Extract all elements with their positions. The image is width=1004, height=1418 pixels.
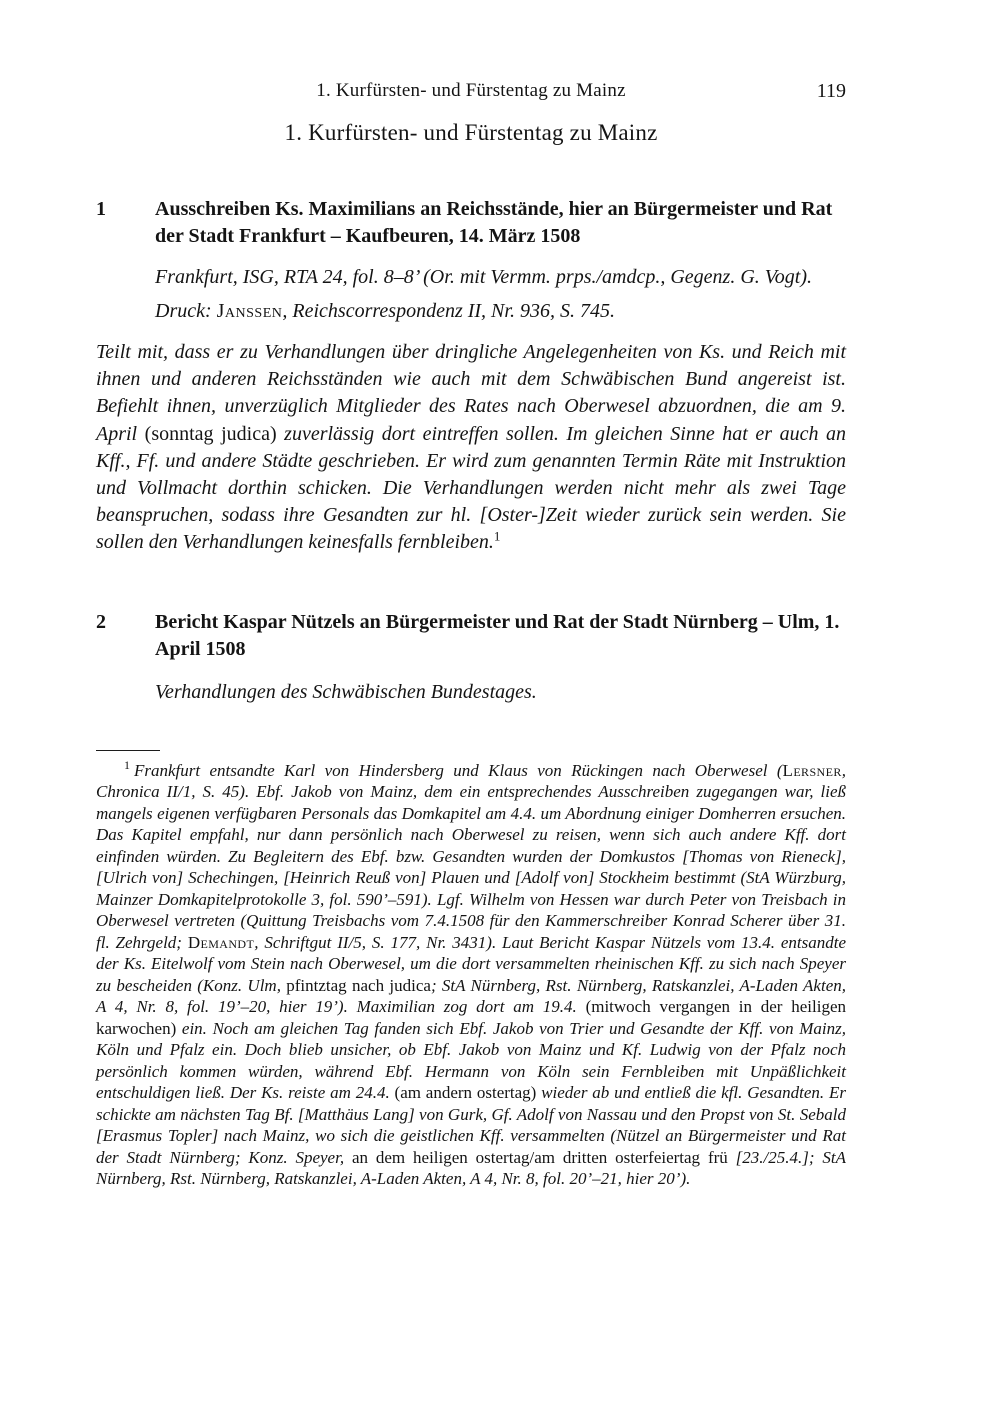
print-reference-rest: , Reichscorrespondenz II, Nr. 936, S. 745.	[282, 300, 615, 322]
entry-1-heading: Ausschreiben Ks. Maximilians an Reichsstände, hier an Bürgermeister und Rat der Stadt Frankfurt – Kaufbeuren, 14. März 1508	[155, 198, 833, 247]
page-number: 119	[816, 80, 846, 102]
running-head	[96, 80, 846, 104]
print-reference-author: Janssen	[216, 300, 283, 322]
footnote-seg-7-quote: (mitwoch vergangen in der heiligen karwochen)	[96, 997, 846, 1038]
footnote-seg-11-quote: an dem heiligen ostertag/am dritten osterfeiertag frü	[351, 1147, 728, 1167]
archive-reference: Frankfurt, ISG, RTA 24, fol. 8–8’ (Or. mit Vermm. prps./amdcp., Gegenz. G. Vogt).	[155, 266, 813, 288]
print-reference	[155, 298, 846, 325]
entry-2-heading: Bericht Kaspar Nützels an Bürgermeister und Rat der Stadt Nürnberg – Ulm, 1. April 1508	[155, 610, 840, 660]
footnote-seg-8: ein. Noch am gleichen Tag fanden sich Ebf. Jakob von Trier und Gesandte der Kff. von Mainz, Köln und Pfalz ein. Doch blieb unsicher, ob Ebf. Jakob von Mainz und Kf. Ludwig von der Pfalz noch persönlich kommen würden, während Ebf. Hermann von Köln sein Fernbleiben mit Unpäßlichkeit entschuldigen ließ. Der Ks. reiste am 24.4.	[96, 1018, 846, 1103]
footnote-seg-4: , Schriftgut II/5, S. 177, Nr. 3431). Laut Bericht Kaspar Nützels vom 13.4. entsandte der Ks. Eitelwolf vom Stein nach Oberwesel, um die dort versammelten rheinischen Kff. zu sich nach Speyer zu bescheiden (Konz. Ulm,	[96, 932, 846, 995]
entry-2-summary: Verhandlungen des Schwäbischen Bundestages.	[155, 680, 537, 703]
summary-seg-1: Teilt mit, dass er zu Verhandlungen über dringliche Angelegenheiten von Ks. und Reich mit ihnen und anderen Reichsständen wie auch mit dem Schwäbischen Bund angereist ist. Befiehlt ihnen, unverzüglich Mitglieder des Rates nach Oberwesel abzuordnen, die am 9. April	[96, 341, 846, 445]
footnote-seg-1-smallcaps: Lersner	[782, 760, 842, 780]
footnote-seg-2: , Chronica II/1, S. 45). Ebf. Jakob von Mainz, dem ein entsprechendes Ausschreiben zugegangen war, ließ mangels eigenen verfügbaren Personals das Domkapitel am 4.4. um Abordnung einiger Domherren ersuchen. Das Kapitel empfahl, nur dann persönlich nach Oberwesel zu reisen, wenn sich auch andere Kff. dort einfinden würden. Zu Begleitern des Ebf. bzw. Gesandten wurden der Domkustos [Thomas von Rieneck], [Ulrich von] Schechingen, [Heinrich Reuß von] Plauen und [Adolf von] Stockheim bestimmt (StA Würzburg, Mainzer Domkapitelprotokolle 3, fol. 590’–591). Lgf. Wilhelm von Hessen war durch Peter von Treisbach in Oberwesel vertreten (Quittung Treisbachs vom 7.4.1508 für den Kammerschreiber Konrad Scherer über 31. fl. Zehrgeld;	[96, 760, 846, 952]
footnote-seg-6: ; StA Nürnberg, Rst. Nürnberg, Ratskanzlei, A-Laden Akten, A 4, Nr. 8, fol. 19’–20, hier 19’). Maximilian zog dort am 19.4.	[96, 975, 846, 1017]
summary-seg-2: zuverlässig dort eintreffen sollen. Im gleichen Sinne hat er auch an Kff., Ff. und andere Städte geschrieben. Er wird zum genannten Termin Räte mit Instruktion und Vollmacht dorthin schicken. Die Verhandlungen werden nicht mehr als zwei Tage beanspruchen, sodass ihre Gesandten zur hl. [Oster-]Zeit wieder zurück sein werden. Sie sollen den Verhandlungen keinesfalls fernbleiben.	[96, 422, 847, 554]
running-head-title: 1. Kurfürsten- und Fürstentag zu Mainz	[316, 80, 626, 101]
entry-2-number: 2	[96, 610, 106, 633]
footnote-seg-9-quote: (am andern ostertag)	[394, 1083, 537, 1103]
footnote-seg-5-quote: pfintztag nach judica	[286, 975, 431, 995]
summary-seg-quote: (sonntag judica)	[144, 422, 277, 445]
footnote-reference: 1	[493, 528, 501, 544]
footnote-seg-0: Frankfurt entsandte Karl von Hindersberg und Klaus von Rückingen nach Oberwesel (	[134, 760, 783, 780]
print-reference-prefix: Druck:	[155, 300, 217, 322]
footnote-1	[96, 757, 846, 1190]
entry-1-summary	[96, 339, 846, 557]
entry-1-number: 1	[96, 198, 106, 220]
footnote-separator	[96, 750, 160, 751]
footnote-seg-3-smallcaps: Demandt	[187, 932, 255, 952]
entry-1	[96, 196, 846, 264]
footnote-marker: 1	[124, 757, 130, 772]
footnote-seg-12: [23./25.4.]; StA Nürnberg, Rst. Nürnberg, Ratskanzlei, A-Laden Akten, A 4, Nr. 8, fol. 20’–21, hier 20’).	[96, 1147, 846, 1189]
entry-2	[96, 609, 846, 677]
spacer	[96, 557, 846, 609]
chapter-title: 1. Kurfürsten- und Fürstentag zu Mainz	[284, 120, 658, 145]
footnote-seg-10: wieder ab und entließ die kfl. Gesandten. Er schickte am nächsten Tag Bf. [Matthäus Lang] von Gurk, Gf. Adolf von Nassau und den Propst von St. Sebald [Erasmus Topler] nach Mainz, wo sich die geistlichen Kff. versammelten (Nützel an Bürgermeister und Rat der Stadt Nürnberg; Konz. Speyer,	[96, 1083, 846, 1167]
entry-1-sources	[155, 264, 846, 325]
